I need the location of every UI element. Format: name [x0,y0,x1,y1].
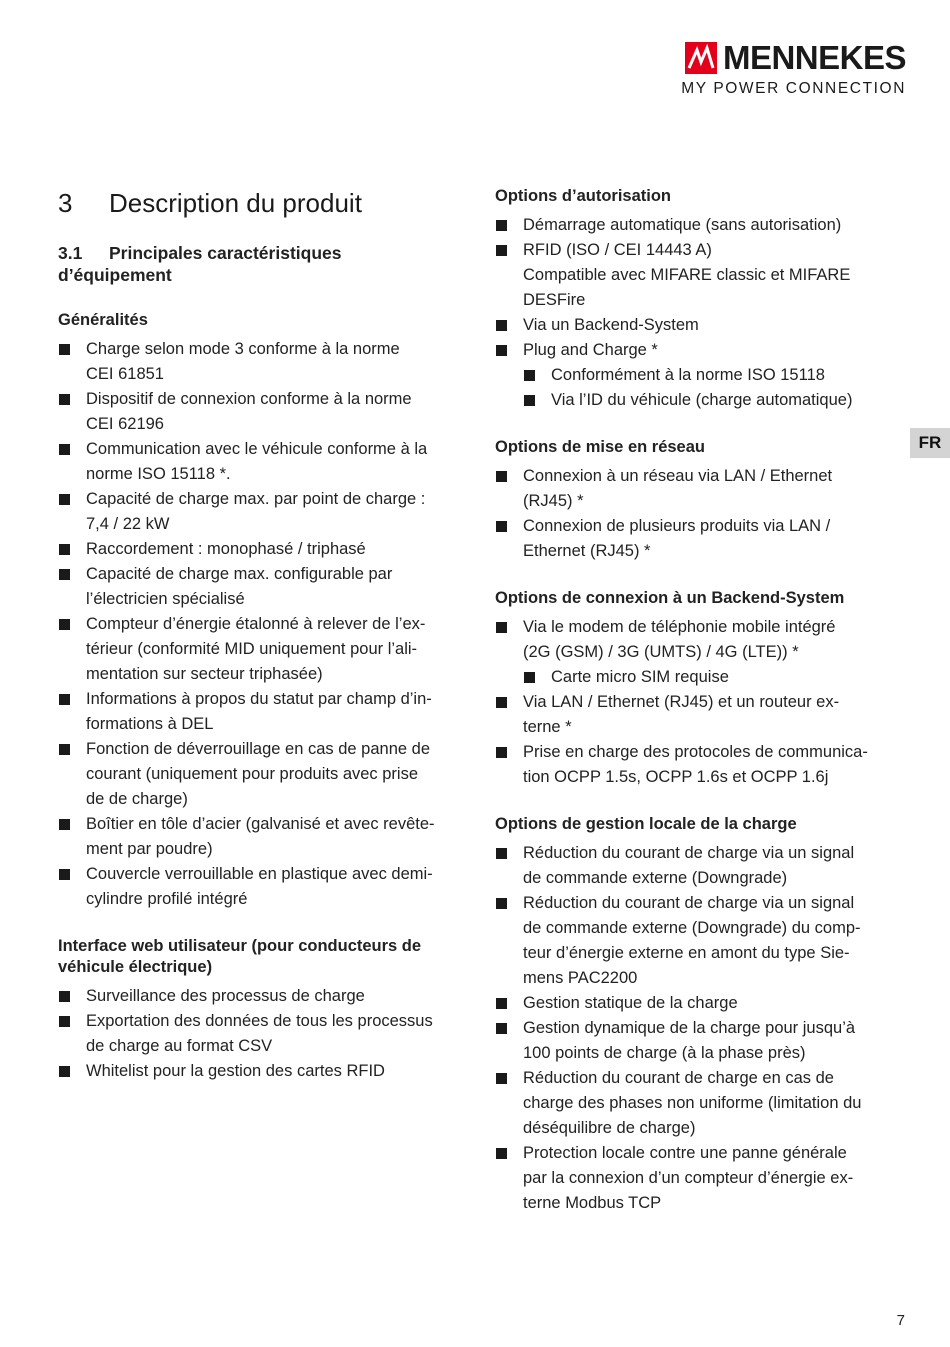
backend-heading: Options de connexion à un Backend-System [495,589,845,607]
list-item: Boîtier en tôle d’acier (galvanisé et avec revête- ment par poudre) [58,812,468,862]
general-group [58,310,468,912]
backend-group [495,588,905,790]
mennekes-logo-icon [685,42,717,74]
section-heading [58,242,468,286]
list-item: Plug and Charge * Conformément à la norme ISO 15118 Via l’ID du véhicule (charge automatique) [495,338,905,413]
list-item: Charge selon mode 3 conforme à la norme CEI 61851 [58,337,468,387]
general-heading: Généralités [58,311,148,329]
chapter-title: Description du produit [109,188,362,218]
list-item: Communication avec le véhicule conforme à la norme ISO 15118 *. [58,437,468,487]
list-item: Fonction de déverrouillage en cas de panne de courant (uniquement pour produits avec prise de de charge) [58,737,468,812]
section-number: 3.1 [58,243,83,263]
load-management-list [495,841,905,1216]
list-item: Via le modem de téléphonie mobile intégré (2G (GSM) / 3G (UMTS) / 4G (LTE)) * Carte micro SIM requise [495,615,905,690]
list-item: Gestion dynamique de la charge pour jusqu’à 100 points de charge (à la phase près) [495,1016,905,1066]
list-item: Réduction du courant de charge via un signal de commande externe (Downgrade) du comp- teur d’énergie externe en amont du type Sie- mens PAC2200 [495,891,905,991]
chapter-number: 3 [58,188,73,218]
brand-tagline: MY POWER CONNECTION [681,80,906,97]
list-item: Démarrage automatique (sans autorisation) [495,213,905,238]
list-item: Réduction du courant de charge en cas de charge des phases non uniforme (limitation du déséquilibre de charge) [495,1066,905,1141]
list-item: Capacité de charge max. configurable par l’électricien spécialisé [58,562,468,612]
web-interface-group [58,936,468,1084]
authorization-heading: Options d’autorisation [495,187,671,205]
network-group [495,437,905,564]
list-item: Capacité de charge max. par point de charge : 7,4 / 22 kW [58,487,468,537]
web-interface-list [58,984,468,1084]
right-column [495,186,905,1240]
network-list [495,464,905,564]
list-item: Couvercle verrouillable en plastique avec demi- cylindre profilé intégré [58,862,468,912]
list-item: Gestion statique de la charge [495,991,905,1016]
page-number: 7 [896,1312,905,1329]
list-item: Protection locale contre une panne générale par la connexion d’un compteur d’énergie ex- terne Modbus TCP [495,1141,905,1216]
network-heading: Options de mise en réseau [495,438,705,456]
brand-name: MENNEKES [722,39,906,76]
left-column [58,186,468,1108]
section-title-line2: d’équipement [58,265,172,285]
load-management-group [495,814,905,1216]
list-item: Surveillance des processus de charge [58,984,468,1009]
language-tab: FR [910,428,950,458]
backend-list [495,615,905,790]
list-item: Via LAN / Ethernet (RJ45) et un routeur ex- terne * [495,690,905,740]
list-item: Connexion de plusieurs produits via LAN / Ethernet (RJ45) * [495,514,905,564]
plug-and-charge-sublist [523,363,905,413]
sub-list-item: Via l’ID du véhicule (charge automatique) [523,388,905,413]
list-item: Compteur d’énergie étalonné à relever de l’ex- térieur (conformité MID uniquement pour l’ali- mentation sur secteur triphasée) [58,612,468,687]
list-item: Connexion à un réseau via LAN / Ethernet (RJ45) * [495,464,905,514]
list-item: RFID (ISO / CEI 14443 A) Compatible avec MIFARE classic et MIFARE DESFire [495,238,905,313]
list-item: Whitelist pour la gestion des cartes RFID [58,1059,468,1084]
list-item: Informations à propos du statut par champ d’in- formations à DEL [58,687,468,737]
general-list [58,337,468,912]
load-management-heading: Options de gestion locale de la charge [495,815,797,833]
sub-list-item: Carte micro SIM requise [523,665,905,690]
modem-sublist [523,665,905,690]
list-item: Exportation des données de tous les processus de charge au format CSV [58,1009,468,1059]
authorization-group [495,186,905,413]
list-item: Réduction du courant de charge via un signal de commande externe (Downgrade) [495,841,905,891]
brand-logo [674,40,906,98]
section-title-line1: Principales caractéristiques [109,243,342,263]
web-interface-heading: Interface web utilisateur (pour conducteurs de véhicule électrique) [58,937,422,976]
list-item: Raccordement : monophasé / triphasé [58,537,468,562]
chapter-heading [58,186,468,220]
list-item: Via un Backend-System [495,313,905,338]
sub-list-item: Conformément à la norme ISO 15118 [523,363,905,388]
list-item: Prise en charge des protocoles de communica- tion OCPP 1.5s, OCPP 1.6s et OCPP 1.6j [495,740,905,790]
authorization-list [495,213,905,413]
list-item: Dispositif de connexion conforme à la norme CEI 62196 [58,387,468,437]
